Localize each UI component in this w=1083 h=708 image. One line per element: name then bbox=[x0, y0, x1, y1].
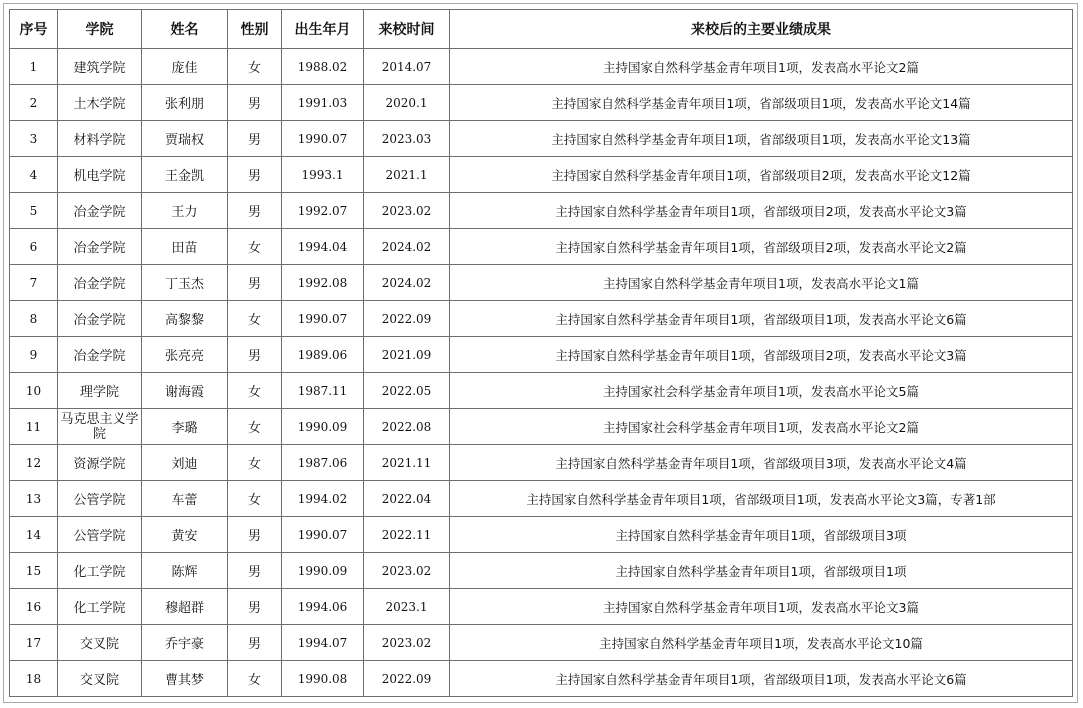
cell-gender: 女 bbox=[228, 49, 282, 85]
table-row bbox=[10, 373, 1073, 409]
cell-arrival: 2023.1 bbox=[364, 589, 450, 625]
cell-college: 机电学院 bbox=[58, 157, 142, 193]
table-row bbox=[10, 517, 1073, 553]
table-row bbox=[10, 265, 1073, 301]
cell-no: 16 bbox=[10, 589, 58, 625]
cell-arrival: 2021.11 bbox=[364, 445, 450, 481]
cell-no: 12 bbox=[10, 445, 58, 481]
cell-arrival: 2021.09 bbox=[364, 337, 450, 373]
cell-birth: 1989.06 bbox=[282, 337, 364, 373]
cell-name: 车蕾 bbox=[142, 481, 228, 517]
cell-college: 理学院 bbox=[58, 373, 142, 409]
header-row bbox=[10, 10, 1073, 49]
cell-no: 10 bbox=[10, 373, 58, 409]
cell-name: 庞佳 bbox=[142, 49, 228, 85]
cell-achievement: 主持国家社会科学基金青年项目1项，发表高水平论文2篇 bbox=[450, 409, 1073, 445]
cell-name: 王金凯 bbox=[142, 157, 228, 193]
cell-college: 冶金学院 bbox=[58, 229, 142, 265]
cell-name: 贾瑞权 bbox=[142, 121, 228, 157]
cell-gender: 女 bbox=[228, 445, 282, 481]
cell-achievement: 主持国家自然科学基金青年项目1项，省部级项目1项，发表高水平论文3篇，专著1部 bbox=[450, 481, 1073, 517]
cell-birth: 1994.07 bbox=[282, 625, 364, 661]
cell-achievement: 主持国家自然科学基金青年项目1项，发表高水平论文1篇 bbox=[450, 265, 1073, 301]
cell-college: 交叉院 bbox=[58, 625, 142, 661]
cell-gender: 男 bbox=[228, 589, 282, 625]
cell-gender: 男 bbox=[228, 157, 282, 193]
cell-college: 公管学院 bbox=[58, 481, 142, 517]
cell-achievement: 主持国家自然科学基金青年项目1项，省部级项目1项，发表高水平论文14篇 bbox=[450, 85, 1073, 121]
cell-name: 李璐 bbox=[142, 409, 228, 445]
cell-birth: 1994.06 bbox=[282, 589, 364, 625]
cell-name: 张利朋 bbox=[142, 85, 228, 121]
cell-college: 公管学院 bbox=[58, 517, 142, 553]
cell-birth: 1991.03 bbox=[282, 85, 364, 121]
cell-no: 2 bbox=[10, 85, 58, 121]
cell-arrival: 2022.09 bbox=[364, 301, 450, 337]
cell-no: 4 bbox=[10, 157, 58, 193]
cell-name: 丁玉杰 bbox=[142, 265, 228, 301]
cell-arrival: 2023.02 bbox=[364, 625, 450, 661]
cell-name: 田苗 bbox=[142, 229, 228, 265]
table-row bbox=[10, 661, 1073, 697]
cell-birth: 1994.02 bbox=[282, 481, 364, 517]
cell-gender: 男 bbox=[228, 625, 282, 661]
cell-gender: 女 bbox=[228, 301, 282, 337]
cell-achievement: 主持国家自然科学基金青年项目1项，发表高水平论文10篇 bbox=[450, 625, 1073, 661]
cell-college: 化工学院 bbox=[58, 553, 142, 589]
cell-birth: 1990.07 bbox=[282, 517, 364, 553]
cell-no: 17 bbox=[10, 625, 58, 661]
cell-arrival: 2023.02 bbox=[364, 193, 450, 229]
cell-birth: 1990.08 bbox=[282, 661, 364, 697]
cell-birth: 1990.07 bbox=[282, 301, 364, 337]
table-header bbox=[10, 10, 1073, 49]
cell-achievement: 主持国家社会科学基金青年项目1项，发表高水平论文5篇 bbox=[450, 373, 1073, 409]
cell-no: 3 bbox=[10, 121, 58, 157]
cell-arrival: 2023.03 bbox=[364, 121, 450, 157]
cell-arrival: 2022.05 bbox=[364, 373, 450, 409]
cell-college: 冶金学院 bbox=[58, 301, 142, 337]
cell-college: 材料学院 bbox=[58, 121, 142, 157]
cell-gender: 女 bbox=[228, 373, 282, 409]
cell-birth: 1987.06 bbox=[282, 445, 364, 481]
cell-name: 黄安 bbox=[142, 517, 228, 553]
cell-no: 11 bbox=[10, 409, 58, 445]
cell-arrival: 2023.02 bbox=[364, 553, 450, 589]
cell-arrival: 2024.02 bbox=[364, 265, 450, 301]
header-achievement: 来校后的主要业绩成果 bbox=[450, 10, 1073, 49]
table-row bbox=[10, 301, 1073, 337]
cell-gender: 男 bbox=[228, 121, 282, 157]
header-no: 序号 bbox=[10, 10, 58, 49]
cell-no: 6 bbox=[10, 229, 58, 265]
cell-college: 交叉院 bbox=[58, 661, 142, 697]
cell-name: 乔宇豪 bbox=[142, 625, 228, 661]
cell-achievement: 主持国家自然科学基金青年项目1项，发表高水平论文3篇 bbox=[450, 589, 1073, 625]
cell-college: 土木学院 bbox=[58, 85, 142, 121]
cell-achievement: 主持国家自然科学基金青年项目1项，省部级项目1项，发表高水平论文6篇 bbox=[450, 661, 1073, 697]
cell-birth: 1990.09 bbox=[282, 553, 364, 589]
cell-arrival: 2022.04 bbox=[364, 481, 450, 517]
cell-college: 冶金学院 bbox=[58, 193, 142, 229]
cell-achievement: 主持国家自然科学基金青年项目1项，省部级项目1项 bbox=[450, 553, 1073, 589]
header-name: 姓名 bbox=[142, 10, 228, 49]
cell-achievement: 主持国家自然科学基金青年项目1项，省部级项目3项 bbox=[450, 517, 1073, 553]
cell-college: 冶金学院 bbox=[58, 265, 142, 301]
cell-gender: 女 bbox=[228, 409, 282, 445]
cell-no: 9 bbox=[10, 337, 58, 373]
table-body bbox=[10, 49, 1073, 697]
cell-name: 穆超群 bbox=[142, 589, 228, 625]
header-birth: 出生年月 bbox=[282, 10, 364, 49]
cell-gender: 女 bbox=[228, 661, 282, 697]
table-row bbox=[10, 157, 1073, 193]
table-row bbox=[10, 229, 1073, 265]
cell-name: 刘迪 bbox=[142, 445, 228, 481]
table-row bbox=[10, 85, 1073, 121]
cell-no: 13 bbox=[10, 481, 58, 517]
cell-birth: 1992.08 bbox=[282, 265, 364, 301]
cell-no: 7 bbox=[10, 265, 58, 301]
cell-gender: 男 bbox=[228, 265, 282, 301]
cell-college: 资源学院 bbox=[58, 445, 142, 481]
table-row bbox=[10, 625, 1073, 661]
cell-arrival: 2020.1 bbox=[364, 85, 450, 121]
cell-birth: 1990.09 bbox=[282, 409, 364, 445]
cell-arrival: 2014.07 bbox=[364, 49, 450, 85]
cell-gender: 男 bbox=[228, 85, 282, 121]
cell-college: 化工学院 bbox=[58, 589, 142, 625]
cell-birth: 1993.1 bbox=[282, 157, 364, 193]
cell-arrival: 2022.11 bbox=[364, 517, 450, 553]
cell-achievement: 主持国家自然科学基金青年项目1项，省部级项目1项，发表高水平论文6篇 bbox=[450, 301, 1073, 337]
faculty-achievement-table bbox=[9, 9, 1073, 697]
cell-no: 18 bbox=[10, 661, 58, 697]
cell-achievement: 主持国家自然科学基金青年项目1项，省部级项目1项，发表高水平论文13篇 bbox=[450, 121, 1073, 157]
cell-no: 14 bbox=[10, 517, 58, 553]
cell-birth: 1990.07 bbox=[282, 121, 364, 157]
table-row bbox=[10, 445, 1073, 481]
table-frame bbox=[3, 3, 1078, 703]
cell-achievement: 主持国家自然科学基金青年项目1项，省部级项目2项，发表高水平论文3篇 bbox=[450, 337, 1073, 373]
cell-arrival: 2022.08 bbox=[364, 409, 450, 445]
cell-name: 曹其梦 bbox=[142, 661, 228, 697]
cell-no: 8 bbox=[10, 301, 58, 337]
cell-no: 1 bbox=[10, 49, 58, 85]
table-row bbox=[10, 409, 1073, 445]
cell-gender: 男 bbox=[228, 193, 282, 229]
cell-arrival: 2024.02 bbox=[364, 229, 450, 265]
cell-birth: 1994.04 bbox=[282, 229, 364, 265]
header-arrival: 来校时间 bbox=[364, 10, 450, 49]
cell-gender: 女 bbox=[228, 481, 282, 517]
cell-name: 王力 bbox=[142, 193, 228, 229]
cell-college: 马克思主义学院 bbox=[58, 409, 142, 445]
cell-no: 5 bbox=[10, 193, 58, 229]
cell-name: 谢海霞 bbox=[142, 373, 228, 409]
cell-gender: 女 bbox=[228, 229, 282, 265]
table-row bbox=[10, 337, 1073, 373]
cell-birth: 1988.02 bbox=[282, 49, 364, 85]
table-row bbox=[10, 193, 1073, 229]
cell-name: 陈辉 bbox=[142, 553, 228, 589]
cell-no: 15 bbox=[10, 553, 58, 589]
cell-birth: 1992.07 bbox=[282, 193, 364, 229]
header-gender: 性别 bbox=[228, 10, 282, 49]
cell-gender: 男 bbox=[228, 517, 282, 553]
cell-achievement: 主持国家自然科学基金青年项目1项，省部级项目2项，发表高水平论文3篇 bbox=[450, 193, 1073, 229]
header-college: 学院 bbox=[58, 10, 142, 49]
cell-birth: 1987.11 bbox=[282, 373, 364, 409]
cell-achievement: 主持国家自然科学基金青年项目1项，发表高水平论文2篇 bbox=[450, 49, 1073, 85]
cell-arrival: 2022.09 bbox=[364, 661, 450, 697]
cell-college: 建筑学院 bbox=[58, 49, 142, 85]
table-row bbox=[10, 553, 1073, 589]
table-row bbox=[10, 121, 1073, 157]
cell-arrival: 2021.1 bbox=[364, 157, 450, 193]
table-row bbox=[10, 49, 1073, 85]
table-row bbox=[10, 481, 1073, 517]
table-row bbox=[10, 589, 1073, 625]
cell-college: 冶金学院 bbox=[58, 337, 142, 373]
cell-name: 高黎黎 bbox=[142, 301, 228, 337]
cell-gender: 男 bbox=[228, 337, 282, 373]
cell-achievement: 主持国家自然科学基金青年项目1项，省部级项目2项，发表高水平论文12篇 bbox=[450, 157, 1073, 193]
cell-achievement: 主持国家自然科学基金青年项目1项，省部级项目2项，发表高水平论文2篇 bbox=[450, 229, 1073, 265]
cell-gender: 男 bbox=[228, 553, 282, 589]
cell-name: 张亮亮 bbox=[142, 337, 228, 373]
cell-achievement: 主持国家自然科学基金青年项目1项，省部级项目3项，发表高水平论文4篇 bbox=[450, 445, 1073, 481]
